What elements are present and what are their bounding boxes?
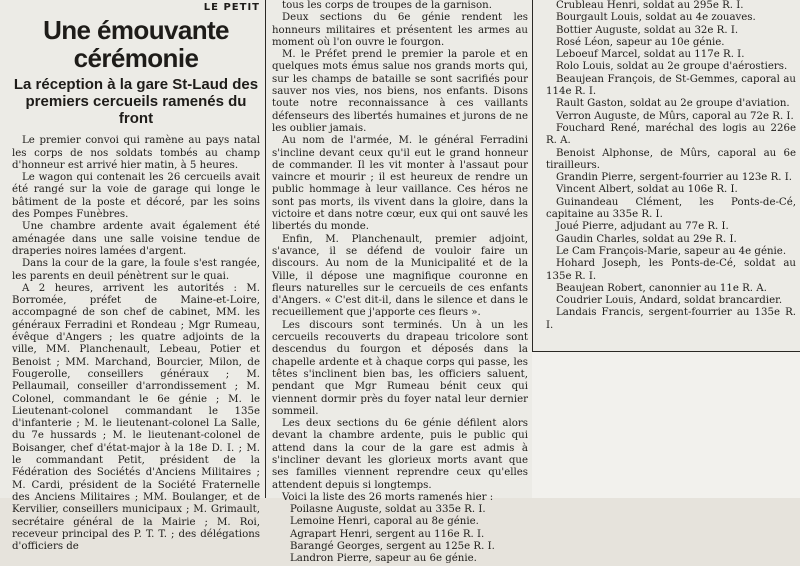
list-item: Crubleau Henri, soldat au 295e R. I.	[556, 0, 744, 11]
paragraph: Le wagon qui contenait les 26 cercueils avait été rangé sur la voie de garage qui longe le bâtiment de la poste et décoré, par les soins des Pompes Funèbres.	[12, 172, 260, 221]
list-item: Vincent Albert, soldat au 106e R. I.	[556, 184, 738, 196]
list-item: Fouchard René, maréchal des logis au 226e R. A.	[546, 122, 796, 147]
list-item: Grandin Pierre, sergent-fourrier au 123e R. I.	[556, 172, 792, 184]
list-item: Joué Pierre, adjudant au 77e R. I.	[556, 221, 729, 233]
list-item: Hohard Joseph, les Ponts-de-Cé, soldat au 135e R. I.	[546, 258, 796, 282]
paragraph: Enfin, M. Planchenault, premier adjoint, s'avance, il se défend de vouloir faire un discours. Au nom de la Municipalité et de la Ville, il dépose une magnifique couronne en fleurs naturelles sur le cercueils de ces enfants d'Angers. « C'est dit-il, dans le silence et dans le recueillement que j'apporte ces fleurs ».	[272, 233, 528, 319]
list-item: Bourgault Louis, soldat au 4e zouaves.	[556, 12, 756, 24]
list-item: Verron Auguste, de Mûrs, caporal au 72e R. I.	[556, 110, 794, 122]
article-subheadline: La réception à la gare St-Laud des premiers cercueils ramenés du front	[13, 76, 259, 128]
list-item: Leboeuf Marcel, soldat au 117e R. I.	[556, 49, 745, 61]
column-rule-left	[265, 0, 266, 498]
list-item: Landais Francis, sergent-fourrier au 135e R. I.	[546, 307, 796, 331]
paragraph: Deux sections du 6e génie rendent les honneurs militaires et présentent les armes au moment où l'on ouvre le fourgon.	[272, 12, 528, 48]
column-middle	[272, 0, 528, 565]
paragraph: Au nom de l'armée, M. le général Ferradini s'incline devant ceux qu'il eut le grand honneur de commander. Il les vit monter à l'assaut pour vaincre et mourir ; il est heureux de rendre un public hommage à leur vaillance. Ces héros ne sont pas morts, ils vivent dans la gloire, dans la victoire et dans notre cœur, eux qui ont sauvé les libertés du monde.	[272, 135, 528, 233]
list-item: Beaujean Robert, canonnier au 11e R. A.	[556, 282, 767, 294]
column-right	[538, 0, 796, 350]
paragraph: Le premier convoi qui ramène au pays natal les corps de nos soldats tombés au champ d'honneur est arrivé hier matin, à 5 heures.	[12, 135, 260, 171]
list-item: Agrapart Henri, sergent au 116e R. I.	[290, 528, 485, 540]
list-item: Barangé Georges, sergent au 125e R. I.	[290, 541, 495, 553]
casualty-list	[538, 0, 796, 332]
paragraph: Les discours sont terminés. Un à un les cercueils recouverts du drapeau tricolore sont descendus du fourgon et déposés dans la chapelle ardente et à chaque corps qui passe, les têtes s'inclinent bien bas, les officiers saluent, pendant que Mgr Rumeau bénit ceux qui viennent dormir près du foyer natal leur dernier sommeil.	[272, 319, 528, 417]
article-body-left	[12, 135, 260, 553]
paragraph: tous les corps de troupes de la garnison.	[282, 0, 492, 11]
paragraph: Une chambre ardente avait également été aménagée dans une salle voisine tendue de draperies noires lamées d'argent.	[12, 221, 260, 257]
list-item: Landron Pierre, sapeur au 6e génie.	[290, 553, 477, 565]
list-item: Gaudin Charles, soldat au 29e R. I.	[556, 233, 737, 245]
paragraph: Voici la liste des 26 morts ramenés hier :	[282, 491, 494, 503]
list-item: Rault Gaston, soldat au 2e groupe d'aviation.	[556, 98, 790, 110]
list-item: Coudrier Louis, Andard, soldat brancardier.	[556, 295, 783, 307]
list-item: Le Cam François-Marie, sapeur au 4e génie.	[556, 245, 787, 257]
article-body-middle	[272, 0, 528, 566]
paragraph: Dans la cour de la gare, la foule s'est rangée, les parents en deuil pénètrent sur le quai.	[12, 258, 260, 282]
paragraph: M. le Préfet prend le premier la parole et en quelques mots émus salue nos grands morts qui, sur les champs de bataille se sont sacrifiés pour sauver nos vies, nos biens, nos enfants. Disons toute notre reconnaissance à ces vaillants défenseurs des libertés humaines et jurons de ne les oublier jamais.	[272, 49, 528, 134]
list-item: Guinandeau Clément, les Ponts-de-Cé, capitaine au 335e R. I.	[546, 196, 796, 221]
list-item: Benoist Alphonse, de Mûrs, caporal au 6e tirailleurs.	[546, 147, 796, 171]
article-headline: Une émouvante cérémonie	[43, 15, 229, 74]
masthead-fragment: LE PETIT	[203, 2, 260, 13]
list-item: Lemoine Henri, caporal au 8e génie.	[290, 516, 479, 528]
list-item: Poilasne Auguste, soldat au 335e R. I.	[290, 504, 486, 516]
column-rule-right	[532, 0, 533, 352]
list-item: Rosé Léon, sapeur au 10e génie.	[556, 36, 725, 48]
column-left	[12, 0, 260, 553]
paragraph: Les deux sections du 6e génie défilent alors devant la chambre ardente, puis le public qui attend dans la cour de la gare est admis à s'incliner devant les glorieux morts avant que ses familles viennent reprendre ceux qu'elles attendent depuis si longtemps.	[272, 418, 528, 491]
paragraph: A 2 heures, arrivent les autorités : M. Borromée, préfet de Maine-et-Loire, accompagné de son chef de cabinet, MM. les généraux Ferradini et Rondeau ; Mgr Rumeau, évêque d'Angers ; les quatre adjoints de la ville, MM. Planchenault, Lebeau, Potier et Benoist ; MM. Marchand, Bourcier, Milon, de Fougerolle, conseillers généraux ; M. Pellaumail, conseiller d'arrondissement ; M. Colonel, commandant le 6e génie ; M. le Lieutenant-colonel commandant le 135e d'infanterie ; M. le lieutenant-colonel La Salle, du 7e hussards ; M. le lieutenant-colonel de Boisanger, chef d'état-major à la 18e D. I. ; M. le commandant Petit, président de la Fédération des Sociétés d'Anciens Militaires ; M. Cardi, président de la Société Fraternelle des Anciens Militaires ; MM. Boulanger, et de Kervilier, conseillers municipaux ; M. Grimault, secrétaire général de la Mairie ; M. Roi, receveur principal des P. T. T. ; des délégations d'officiers de	[12, 282, 260, 553]
list-item: Bottier Auguste, soldat au 32e R. I.	[556, 24, 739, 36]
list-item: Rolo Louis, soldat au 2e groupe d'aérostiers.	[556, 61, 788, 73]
list-item: Beaujean François, de St-Gemmes, caporal au 114e R. I.	[546, 73, 796, 98]
blank-area	[532, 352, 800, 498]
